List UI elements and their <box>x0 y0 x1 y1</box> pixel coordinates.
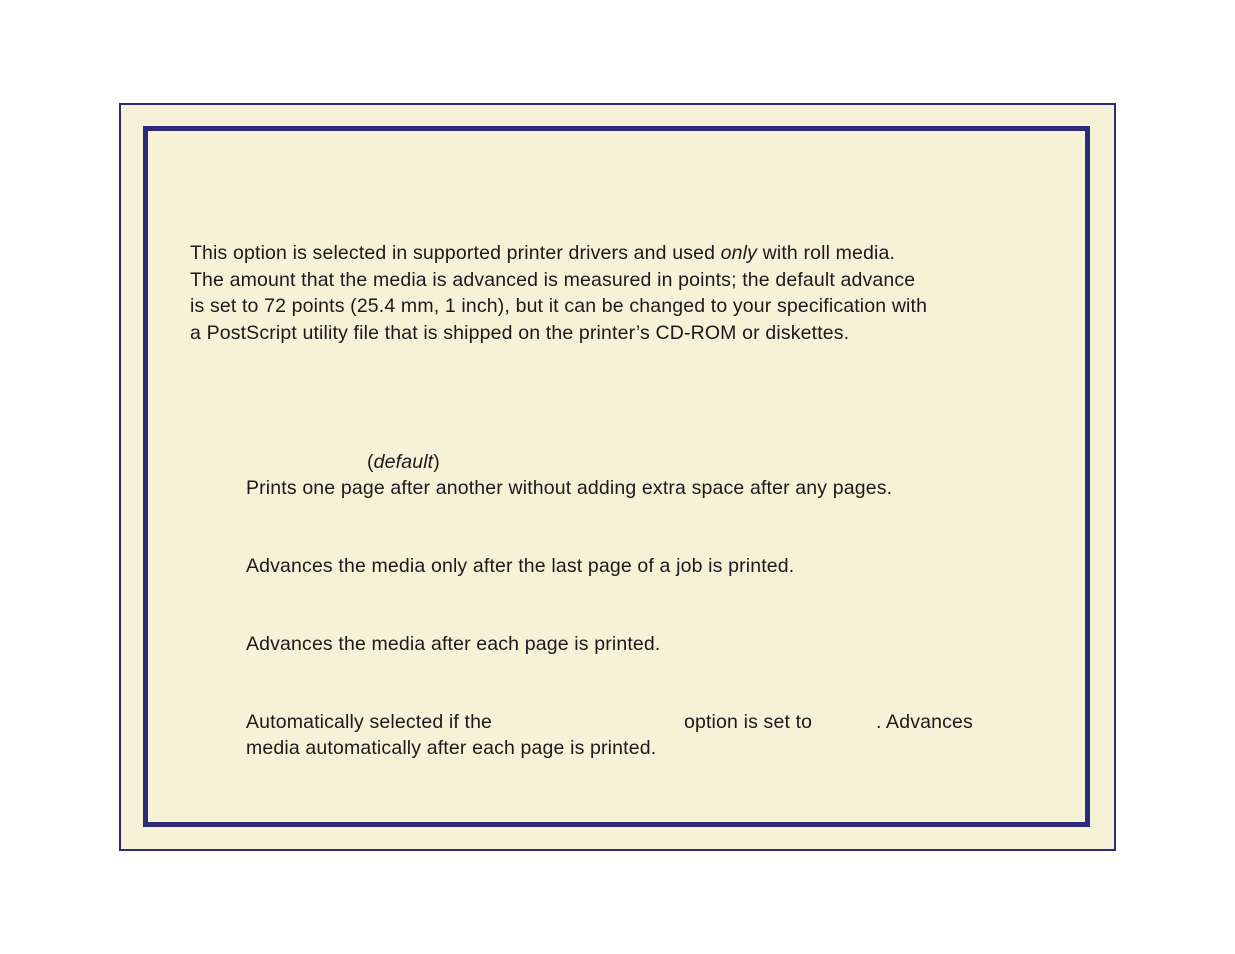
intro-line-2: The amount that the media is advanced is measured in points; the default advance <box>190 268 916 291</box>
option-description-1: Prints one page after another without adding extra space after any pages. <box>246 477 893 499</box>
option-description-4-part-1: Automatically selected if the <box>246 711 493 733</box>
default-marker <box>367 449 440 476</box>
option-description-4-part-2: option is set to <box>684 711 813 733</box>
option-description-4-line-2: media automatically after each page is printed. <box>246 737 657 759</box>
default-close-paren: ) <box>433 451 440 473</box>
intro-paragraph <box>190 240 927 346</box>
option-description-2: Advances the media only after the last page of a job is printed. <box>246 555 795 577</box>
option-description-4-part-3: . Advances <box>876 711 973 733</box>
intro-line-1 <box>190 240 927 267</box>
intro-line-1-end: with roll media. <box>757 242 896 264</box>
intro-line-4: a PostScript utility file that is shipped on the printer’s CD-ROM or diskettes. <box>190 321 850 344</box>
intro-emphasis: only <box>720 242 758 264</box>
intro-line-1-text: This option is selected in supported printer drivers and used <box>190 242 721 264</box>
option-description-3: Advances the media after each page is printed. <box>246 633 661 655</box>
intro-line-3: is set to 72 points (25.4 mm, 1 inch), but it can be changed to your specification with <box>190 295 928 317</box>
default-word: default <box>373 451 434 473</box>
default-open-paren: ( <box>367 451 374 473</box>
